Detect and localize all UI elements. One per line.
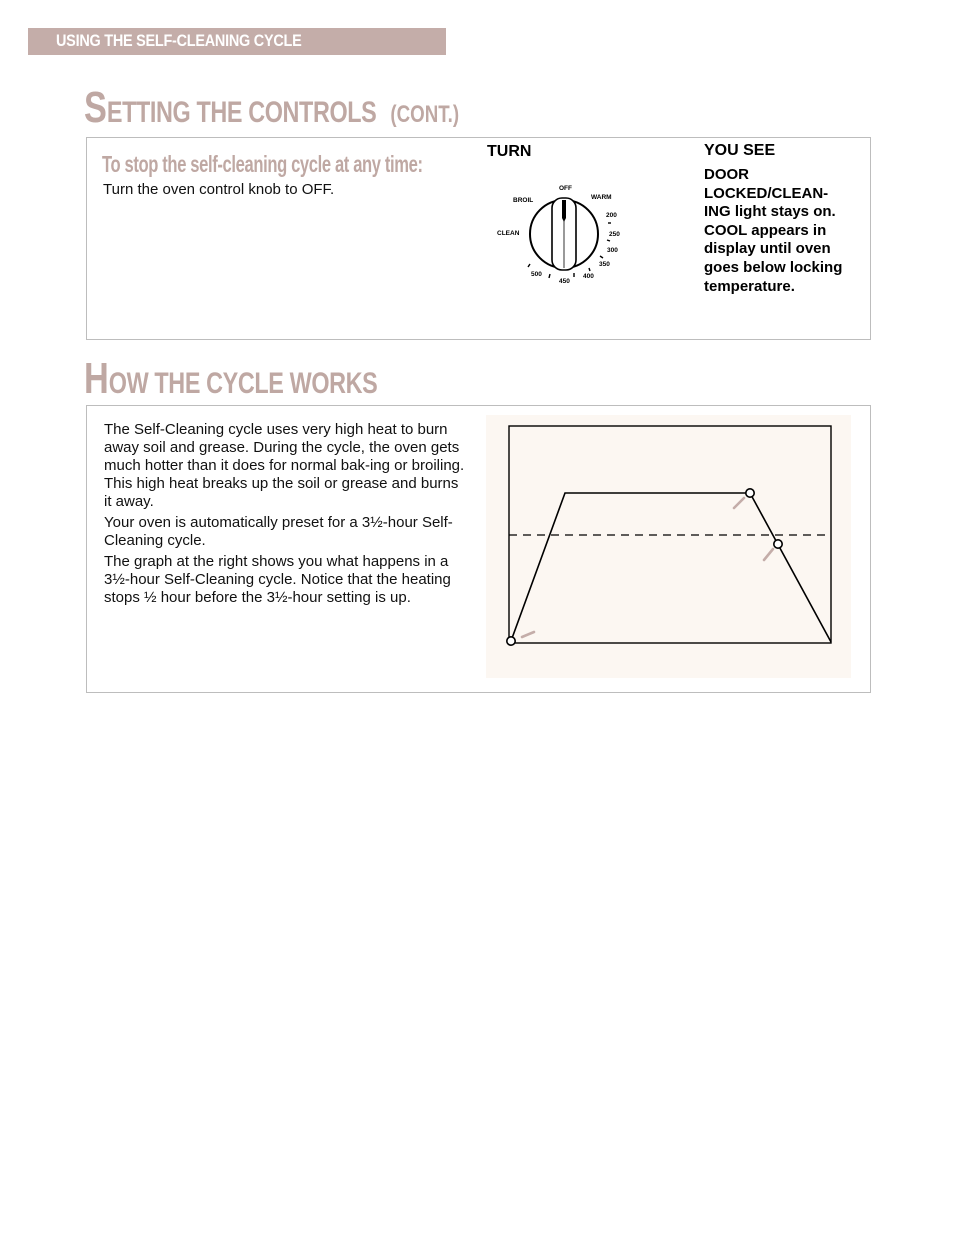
cycle-paragraph-1: The Self-Cleaning cycle uses very high heat to burn away soil and grease. During the cycle, the oven gets much hotter than it does for normal bak-ing or broiling. This high heat breaks up the soil or grease and burns it away. [104, 421, 465, 510]
knob-label-broil: BROIL [513, 197, 534, 204]
section-header-label: USING THE SELF-CLEANING CYCLE [56, 31, 302, 50]
knob-label-400: 400 [583, 273, 594, 280]
cycle-title-cap: H [84, 354, 109, 403]
oven-control-knob-icon [492, 178, 642, 290]
knob-label-350: 350 [599, 261, 610, 268]
section-header-bar [28, 28, 446, 55]
cycle-paragraph-3: The graph at the right shows you what happens in a 3½-hour Self-Cleaning cycle. Notice that the heating stops ½ hour before the 3½-hour setting is up. [104, 553, 451, 606]
knob-label-300: 300 [607, 247, 618, 254]
setting-title-cap: S [84, 83, 107, 132]
knob-label-500: 500 [531, 271, 542, 278]
graph-background [486, 415, 851, 678]
setting-controls-title [84, 83, 460, 132]
knob-label-450: 450 [559, 278, 570, 285]
knob-label-250: 250 [609, 231, 620, 238]
knob-label-warm: WARM [591, 194, 612, 201]
cycle-works-title [84, 354, 378, 403]
knob-label-off: OFF [559, 185, 572, 192]
cycle-paragraph-2: Your oven is automatically preset for a 3½-hour Self-Cleaning cycle. [104, 514, 453, 549]
unlock-point [774, 540, 782, 548]
setting-title-rest: ETTING THE CONTROLS [106, 96, 377, 129]
turn-column-heading: TURN [487, 143, 532, 160]
cycle-title-rest: OW THE CYCLE WORKS [108, 367, 378, 400]
knob-label-clean: CLEAN [497, 230, 520, 237]
knob-label-200: 200 [606, 212, 617, 219]
you-see-column-heading: YOU SEE [704, 142, 776, 159]
cycle-temperature-graph [486, 415, 851, 678]
stop-cycle-subheading: To stop the self-cleaning cycle at any time: [102, 151, 423, 177]
stop-cycle-instruction: Turn the oven control knob to OFF. [103, 181, 335, 198]
cycle-description [104, 421, 466, 610]
you-see-description: DOOR LOCKED/CLEAN-ING light stays on. COOL appears in display until oven goes below locking temperature. [704, 166, 843, 295]
cycle-start-point [507, 637, 515, 645]
heating-stop-point [746, 489, 754, 497]
setting-title-cont: (CONT.) [390, 101, 460, 128]
